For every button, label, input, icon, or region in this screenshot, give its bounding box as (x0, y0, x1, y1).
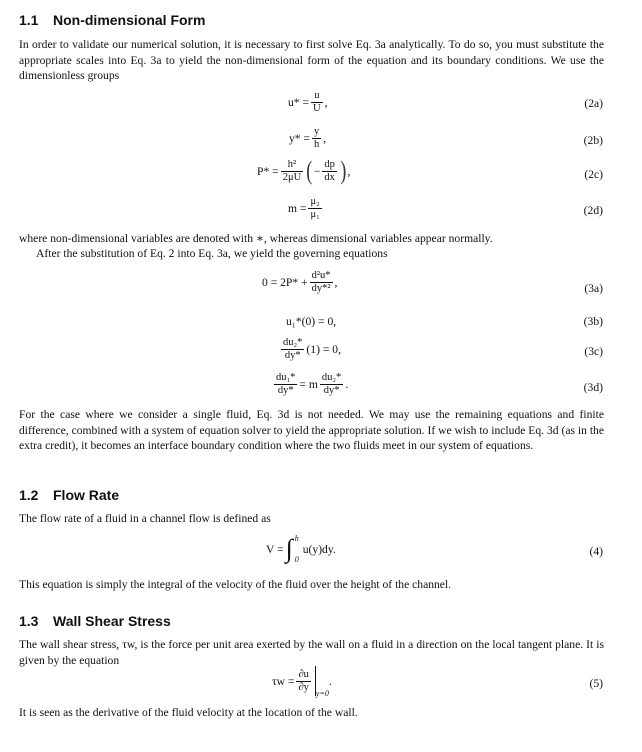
frac-num: du₂* (321, 372, 342, 383)
eq-lhs: m = (288, 202, 307, 215)
frac-den: 2μU (282, 171, 302, 183)
equation-2b (289, 126, 326, 151)
paragraph-substitution: After the substitution of Eq. 2 into Eq. 3a, we yield the governing equations (36, 247, 388, 260)
fraction (296, 669, 310, 694)
eq-tail: (1) = 0, (306, 343, 341, 356)
equation-2a (288, 90, 328, 115)
section-number: 1.2 (19, 487, 39, 503)
frac-den: ∂y (298, 681, 309, 693)
section-title: Wall Shear Stress (53, 613, 171, 629)
eq-label: (2a) (584, 97, 603, 110)
fraction (308, 196, 321, 221)
eq-label: (3b) (583, 315, 603, 328)
paragraph-flow-intro: The flow rate of a fluid in a channel flow is defined as (19, 512, 271, 525)
paragraph-notation: where non-dimensional variables are denoted with ∗, whereas dimensional variables appear normally. (19, 232, 493, 245)
eq-label: (2d) (583, 204, 603, 217)
lower-limit: 0 (294, 555, 299, 564)
section-heading-1-2 (19, 486, 119, 504)
eq-tail: . (345, 378, 349, 391)
equation-5 (272, 666, 332, 696)
integral-sign: ∫ (285, 534, 293, 563)
eq-label: (2c) (584, 168, 603, 181)
integrand: u(y)dy. (302, 542, 336, 556)
fraction (311, 90, 323, 115)
fraction (320, 372, 343, 397)
section-title: Non-dimensional Form (53, 12, 206, 28)
frac-num: du₁* (276, 372, 296, 383)
minus-sign: − (313, 164, 321, 178)
eq-lhs: y* = (289, 132, 311, 145)
frac-num: h² (287, 158, 297, 170)
equation-2d (288, 196, 324, 221)
section-heading-1-1 (19, 11, 205, 29)
eq-tail: , (324, 96, 328, 109)
paragraph-shear-intro: The wall shear stress, τw, is the force per unit area exerted by the wall on a fluid in a direction on the local tangent plane. It is given by the equation (19, 638, 604, 667)
section-heading-1-3 (19, 612, 171, 630)
eq-label: (2b) (583, 134, 603, 147)
frac-den: μ₁ (310, 209, 320, 220)
section-title: Flow Rate (53, 487, 120, 503)
frac-num: du₂* (283, 337, 303, 348)
eq-lhs: u* = (288, 96, 310, 109)
frac-num: μ₂ (310, 196, 320, 207)
eq-lhs: P* = (257, 164, 279, 178)
right-paren: ) (340, 156, 347, 185)
frac-den: dy* (323, 385, 340, 396)
eq-lhs: τw = (272, 674, 295, 688)
frac-den: dy* (277, 385, 294, 396)
frac-num: dp (324, 158, 335, 170)
eq-label: (4) (589, 545, 603, 558)
fraction (310, 270, 333, 295)
frac-num: ∂u (298, 668, 309, 680)
frac-num: u (314, 90, 320, 101)
equation-3d (272, 372, 348, 397)
eq-label: (5) (589, 677, 603, 690)
frac-den: dx (324, 171, 335, 183)
frac-num: d²u* (311, 270, 331, 281)
eq-tail: , (334, 276, 338, 289)
eq-lhs: 0 = 2P* + (262, 276, 308, 289)
frac-den: h (314, 139, 320, 150)
paragraph-intro: In order to validate our numerical solution, it is necessary to first solve Eq. 3a analytically. To do so, you must substitute the appropriate scales into Eq. 3a to yield the non-dimensional form of the equation and its boundary conditions. We use the dimensionless groups (19, 38, 604, 82)
fraction (281, 337, 304, 362)
eq-mid: = m (299, 378, 318, 391)
equation-3b (286, 315, 336, 328)
paragraph-shear-meaning: It is seen as the derivative of the fluid velocity at the location of the wall. (19, 706, 358, 719)
integral-limits (295, 534, 299, 564)
frac-den: dy* (284, 350, 301, 361)
equation-3a (262, 270, 337, 295)
evaluation-subscript: y=0 (315, 688, 329, 698)
frac-den: dy*² (311, 283, 331, 294)
eq-lhs: V = (266, 542, 284, 556)
frac-den: U (313, 103, 321, 114)
eq-tail: . (328, 674, 332, 688)
eq-tail: , (323, 132, 327, 145)
fraction (322, 159, 337, 184)
fraction (312, 126, 321, 151)
equation-2c (257, 158, 350, 184)
left-paren: ( (306, 156, 313, 185)
equation-3c (279, 337, 341, 362)
paragraph-single-fluid: For the case where we consider a single fluid, Eq. 3d is not needed. We may use the remaining equations and finite difference, combined with a system of equation solver to yield the appropriate solution. If we wish to include Eq. 3d (as in the extra credit), it becomes an interface boundary condition where the two fluids meet in our system of equations. (19, 408, 604, 452)
section-number: 1.3 (19, 613, 39, 629)
equation-4 (266, 534, 336, 564)
section-number: 1.1 (19, 12, 39, 28)
eq-text: u₁*(0) = 0, (286, 315, 337, 328)
upper-limit: h (294, 534, 299, 543)
eq-label: (3a) (584, 282, 603, 295)
paragraph-flow-meaning: This equation is simply the integral of the velocity of the fluid over the height of the channel. (19, 578, 452, 591)
frac-num: y (314, 126, 320, 137)
fraction (281, 159, 303, 184)
eq-tail: , (347, 164, 351, 178)
eq-label: (3d) (583, 381, 603, 394)
fraction (274, 372, 297, 397)
eq-label: (3c) (584, 345, 603, 358)
